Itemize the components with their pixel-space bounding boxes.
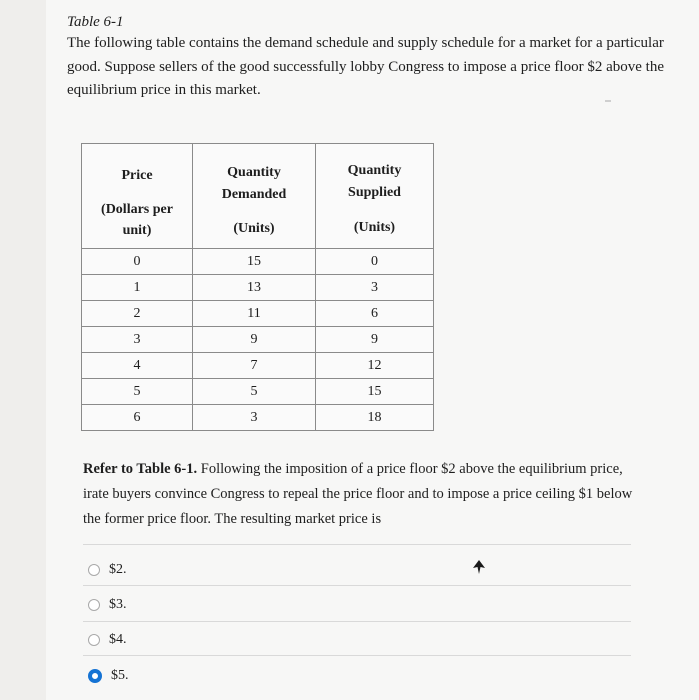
option-label: $2. xyxy=(109,562,127,577)
radio-button[interactable] xyxy=(88,564,100,576)
cell-price: 1 xyxy=(82,275,193,301)
cell-supplied: 0 xyxy=(316,249,434,275)
cell-price: 4 xyxy=(82,353,193,379)
cell-demanded: 9 xyxy=(193,327,316,353)
header-demanded-line1: Quantity xyxy=(227,165,281,180)
cell-price: 6 xyxy=(82,405,193,431)
table-row xyxy=(82,379,434,405)
mouse-cursor-icon xyxy=(473,560,485,574)
cell-supplied: 3 xyxy=(316,275,434,301)
table-row xyxy=(82,353,434,379)
question-reference: Refer to Table 6-1. xyxy=(83,461,198,477)
header-supplied xyxy=(316,144,434,249)
option-label: $4. xyxy=(109,632,127,647)
divider xyxy=(83,585,631,586)
radio-button[interactable] xyxy=(88,634,100,646)
radio-button-selected[interactable] xyxy=(88,669,102,683)
table-row xyxy=(82,327,434,353)
cell-price: 2 xyxy=(82,301,193,327)
cell-supplied: 18 xyxy=(316,405,434,431)
cell-price: 5 xyxy=(82,379,193,405)
option-label: $3. xyxy=(109,597,127,612)
option-4[interactable] xyxy=(88,665,129,687)
intro-text: The following table contains the demand schedule and supply schedule for a market for a particular good. Suppose sellers of the good successfully lobby Congress to impose a price floor $2 above the equilibrium price in this market. xyxy=(67,35,664,98)
table-row xyxy=(82,275,434,301)
cell-demanded: 13 xyxy=(193,275,316,301)
header-supplied-line3: (Units) xyxy=(353,220,396,235)
schedule-table xyxy=(81,143,434,431)
cell-supplied: 12 xyxy=(316,353,434,379)
divider xyxy=(83,544,631,545)
cell-supplied: 6 xyxy=(316,301,434,327)
option-3[interactable] xyxy=(88,629,127,651)
option-1[interactable] xyxy=(88,559,127,581)
cell-price: 0 xyxy=(82,249,193,275)
cell-demanded: 15 xyxy=(193,249,316,275)
divider xyxy=(83,655,631,656)
cell-demanded: 5 xyxy=(193,379,316,405)
option-label: $5. xyxy=(111,668,129,683)
header-price-line3: unit) xyxy=(122,223,152,238)
question-body: Following the imposition of a price floor $2 above the equilibrium price, irate buyers convince Congress to repeal the price floor and to impose a price ceiling $1 below the former price floor. The resulting market price is xyxy=(83,461,633,527)
cell-supplied: 9 xyxy=(316,327,434,353)
question-text xyxy=(83,457,643,532)
cell-demanded: 7 xyxy=(193,353,316,379)
option-2[interactable] xyxy=(88,594,127,616)
table-title: Table 6-1 xyxy=(67,14,124,30)
scan-mark xyxy=(605,100,611,102)
header-demanded-line3: (Units) xyxy=(233,221,275,236)
header-demanded xyxy=(193,144,316,249)
header-price-line1: Price xyxy=(121,168,153,183)
divider xyxy=(83,621,631,622)
header-demanded-line2: Demanded xyxy=(221,187,287,202)
cell-supplied: 15 xyxy=(316,379,434,405)
cell-demanded: 11 xyxy=(193,301,316,327)
table-row xyxy=(82,249,434,275)
table-row xyxy=(82,301,434,327)
header-price-line2: (Dollars per xyxy=(101,202,173,217)
cell-demanded: 3 xyxy=(193,405,316,431)
table-row xyxy=(82,405,434,431)
header-supplied-line1: Quantity xyxy=(347,163,402,178)
radio-button[interactable] xyxy=(88,599,100,611)
cell-price: 3 xyxy=(82,327,193,353)
header-price xyxy=(82,144,193,249)
header-supplied-line2: Supplied xyxy=(348,185,401,200)
